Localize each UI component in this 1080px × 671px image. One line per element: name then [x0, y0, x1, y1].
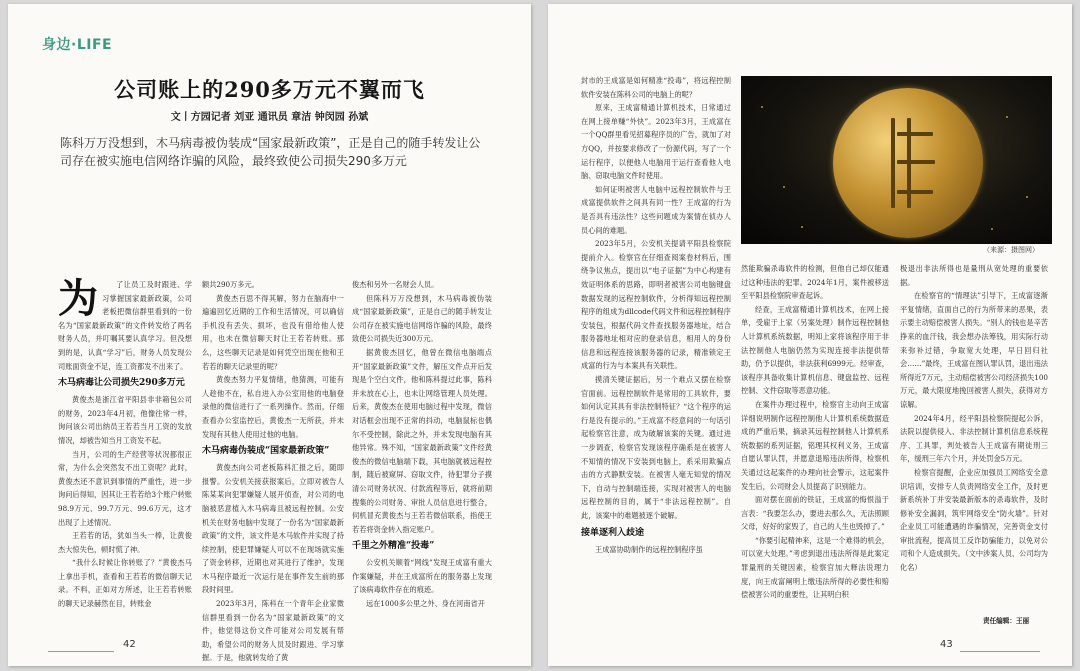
paragraph: 经查，王成富精通计算机技术，在网上接单，受雇于上家（另案处理）制作远程控制他人计算机系统数据，明知上家将该程序用于非法控制他人电脑仍然为实现连接非法提供帮助，仍予以提供，非法获利6999元。经审查，该程序具备收集计算机信息、键盘监控、远程控制、文件窃取等恶意功能。 — [741, 304, 889, 396]
paragraph: 黄俊杰向公司老板陈科汇报之后，随即报警。公安机关接获报案后，立即对被告人陈某某向犯罪嫌疑人展开侦查，对公司的电脑被恶意植入木马病毒且被远程控制。公安机关在财务电脑中发现了一份名为“国家最新政策”的文件，该文件是木马软件并实现了持续控制，使犯罪嫌疑人可以不在现场就实施了资金转移，近期也对其进行了维护，发现木马程序最近一次运行是在事件发生前的那段时间里。 — [202, 463, 344, 595]
subheading: 接单逐利入歧途 — [581, 527, 645, 538]
right-column-3 — [900, 262, 1048, 612]
page-rule — [48, 651, 114, 652]
paragraph: 据黄俊杰回忆，他曾在微信电脑端点开“国家最新政策”文件，解压文件点开后发现是个空白文件，他和陈科提过此事，陈科并未放在心上，也未让网络管理人员处理。后来，黄俊杰在使用电脑过程中发现，微信对话框会出现不正常的抖动，电脑鼠标也偶尔不受控制，除此之外，并未发现电脑有其他异常。殊不知，“国家最新政策”文件经黄俊杰的微信电脑端下载，其电脑就被远程控制，随后被窥屏、窃取文件，待犯罪分子摸清公司财务状况、付款流程等后，就将前期搜集的公司财务、审批人员信息进行整合，伺机冒充黄俊杰与王若若微信联系，指使王若若将资金转入指定账户。 — [352, 347, 492, 534]
lead-paragraph: 陈科万万没想到，木马病毒被伪装成“国家最新政策”，正是自己的随手转发让公司存在被实施电信网络诈骗的风险，最终致使公司损失290多万元 — [60, 136, 481, 168]
left-column-2 — [202, 278, 344, 663]
paragraph: 黄俊杰是浙江省平阳县非非箱包公司的财务，2023年4月初，他像往常一样，询问该公司出纳员王若若当月工资的发放情况，却被告知当月工资发不起。 — [58, 395, 192, 445]
paragraph: 原来，王成富精通计算机技术，日常通过在网上接单赚“外快”。2023年3月，王成富在一个QQ群里看见招募程序员的广告，就加了对方QQ，并按要求修改了一份源代码，写了一个运行程序，以便他人电脑用于运行查看他人电脑、窃取电脑文件时使用。 — [581, 103, 731, 181]
paragraph: 公安机关顺着“网线”发现王成富有重大作案嫌疑，并在王成富所在的服务器上发现了该病毒软件存在的痕迹。 — [352, 558, 492, 595]
article-title: 公司账上的290多万元不翼而飞 — [114, 77, 425, 102]
editor-credit: 责任编辑：王丽 — [983, 617, 1030, 625]
byline: 文丨方园记者 刘亚 通讯员 章洁 钟闵园 孙斌 — [170, 112, 369, 123]
section-tag: 身边·LIFE — [42, 37, 113, 53]
subheading: 木马病毒伪装成“国家最新政策” — [202, 446, 330, 457]
paragraph: “你要引起精神来，这是一个难得的机会，可以宽大处理。”考虑到退出违法所得是此案定罪量刑的关键因素，检察官加大释法说理力度，向王成富阐明上缴违法所得的必要性和赔偿被害公司的重要性，让其明白积 — [741, 535, 889, 600]
paragraph: 如何证明被害人电脑中远程控制软件与王成富提供软件之间具有同一性？王成富的行为是否具有违法性？这些问题成为案情在侦办人员心间的难题。 — [581, 184, 731, 235]
page-rule — [960, 651, 1040, 652]
paragraph: 2023年3月，陈科在一个青年企业家微信群里看到一份名为“国家最新政策”的文件，他觉得这份文件可能对公司发展有帮助，希望公司的财务人员及时跟进、学习掌握。于是，他就转发给了黄 — [202, 599, 344, 663]
paragraph: 面对摆在面前的铁证，王成富的悔恨溢于言表：“我要怎么办，要进去那么久，无法照顾父母，好好的家毁了，自己的人生也毁掉了。” — [741, 495, 889, 532]
paragraph: 王成富协助制作的远程控制程序虽 — [595, 544, 703, 554]
drop-cap: 为 — [58, 276, 98, 322]
paragraph: 在检察官的“情理法”引导下，王成富逐渐平复情绪，直面自己的行为所带来的恶果，表示要主动赔偿被害人损失。“别人的钱也是辛苦挣来的血汗钱，我会想办法筹钱，用实际行动来弥补过错，争取宽大处理，早日回归社会……”最终，王成富在图认罪认罚，退出违法所得近7万元，主动赔偿被害公司经济损失100万元，最大限度地挽回被害人损失，获得对方谅解。 — [900, 291, 1048, 409]
left-column-1 — [58, 278, 192, 640]
paragraph: 2023年5月，公安机关提请平阳县检察院提前介入。检察官在仔细查阅案卷材料后，围绕争议焦点，提出以“电子证据”为中心构建有效证明体系的思路，即明者被害公司电脑键盘数据发现的远程控制软件，分析得知远程控制程序的组成为dllcode代码文件和远程控制程序安装包，根据代码文件查找服务器地址，结合服务器地址相对应的登录信息，相用人的身份信息和远程连接该服务器的记录，精准锁定王成富的行为与本案具有关联性。 — [581, 239, 731, 371]
paragraph: 黄俊杰努力平复情绪，他猜测，可能有人趁他不在，私自进入办公室用他的电脑登录他的微信进行了一系列操作。然而，仔细查看办公室监控后，黄俊杰一无所获，并未发现有其他人使用过他的电脑。 — [202, 375, 344, 439]
left-page — [8, 4, 531, 666]
subheading: 木马病毒让公司损失290多万元 — [58, 378, 185, 389]
right-column-2 — [741, 262, 889, 636]
paragraph: 远在1000多公里之外、身在河南省开 — [366, 599, 485, 609]
article-photo — [741, 76, 1052, 244]
paragraph: 极退出非法所得也是量刑从宽处理的重要依据。 — [900, 264, 1048, 287]
left-column-3 — [352, 278, 492, 640]
paragraph: 了让员工及时跟进、学习掌握国家最新政策，公司老板把微信群里看到的一份名为“国家最新政策”的文件转发给了两名财务人员，并叮嘱其要认真学习。但没想到的是，认真“学习”后，财务人员发现公司账面资金不足，连工资都发不出来了。 — [58, 280, 192, 371]
photo-caption: （来源：摄图网） — [983, 246, 1039, 254]
paragraph: 俊杰和另外一名财会人员。 — [352, 280, 439, 289]
paragraph: 当月，公司的生产经营等状况都很正常，为什么会突然发不出工资呢？此时，黄俊杰还不意识到事情的严重性，进一步询问后得知，因其让王若若给3个账户转账98.9万元、99.7万元、99.6万元，这才出现了上述情况。 — [58, 449, 192, 527]
right-column-1 — [581, 74, 731, 636]
page-number: 43 — [940, 639, 953, 650]
paragraph: 2024年4月，经平阳县检察院提起公诉，法院以提供侵入、非法控制计算机信息系统程序、工具罪，判处被告人王成富有期徒刑三年，缓刑三年六个月，并处罚金5万元。 — [900, 413, 1048, 464]
paragraph: 黄俊杰百思不得其解，努力在脑海中一遍遍回忆近期的工作和生活情况，可以确信手机没有丢失、损坏，也没有借给他人使用，也未在微信聊天时让王若若转账。那么，这些聊天记录是如何凭空出现在他和王若若的聊天记录里的呢？ — [202, 293, 344, 371]
page-number: 42 — [123, 639, 136, 650]
paragraph: 然能欺骗杀毒软件的检测，但他自己却仅能通过这种违法的犯罪。2024年1月，案件被移送至平阳县检察院审查起诉。 — [741, 264, 889, 301]
paragraph: 在案件办理过程中，检察官主动向王成富详细说明制作远程控制他人计算机系统数据造成的严重后果，摘录其远程控制他人计算机系统数据的系列证据，铭理其权利义务，王成富自愿认罪认罚，并愿意退赔违法所得，检察机关通过这起案件的办理向社会警示，这起案件发生后，公司财会人员提高了识别能力。 — [741, 399, 889, 491]
right-page — [548, 4, 1072, 666]
paragraph: 王若若的话，犹如当头一棒，让黄俊杰大惊失色，顿时慌了神。 — [58, 531, 192, 554]
subheading: 千里之外精准“投毒” — [352, 541, 435, 552]
paragraph: 但陈科万万没想到，木马病毒被伪装成“国家最新政策”，正是自己的随手转发让公司存在被实施电信网络诈骗的风险，最终致使公司损失近300万元。 — [352, 293, 492, 344]
paragraph: 额共290万多元。 — [202, 280, 259, 289]
paragraph: 封市的王成富是如何精准“投毒”，将远程控制软件安装在陈科公司的电脑上的呢？ — [581, 76, 731, 99]
paragraph: 摸清关键证据后，另一个难点又摆在检察官面前。远程控制软件是常用的工具软件，要如何认定其具有非法控制特征？“这个程序的运行是没有提示的。”王成富不经意间的一句话引起检察官注意，成为破解该案的关键。通过进一步调查，检察官发现该程序确系是在被害人不知情的情况下安装到电脑上，系采用欺骗点击的方式静默安装。在被害人毫无知觉的情况下，自动与控制端连接，实现对被害人的电脑远程控制的目的，属于“非法远程控制”。自此，该案中的难题被逐个破解。 — [581, 375, 731, 520]
paragraph: 检察官提醒，企业应加强员工网络安全意识培训，安排专人负责网络安全工作，及时更新系统补丁并安装最新版本的杀毒软件，及时修补安全漏洞，筑牢网络安全“防火墙”。针对企业员工可能遭遇的诈骗情况，完善资金支付审批流程，提高员工反诈防骗能力，以免对公司和个人造成损失。（文中涉案人员、公司均为化名） — [900, 467, 1048, 573]
paragraph: “我什么时候让你转账了？”黄俊杰马上拿出手机，查看和王若若的微信聊天记录。不料，正如对方所述，让王若若转账的聊天记录赫然在目，转账金 — [58, 558, 192, 609]
